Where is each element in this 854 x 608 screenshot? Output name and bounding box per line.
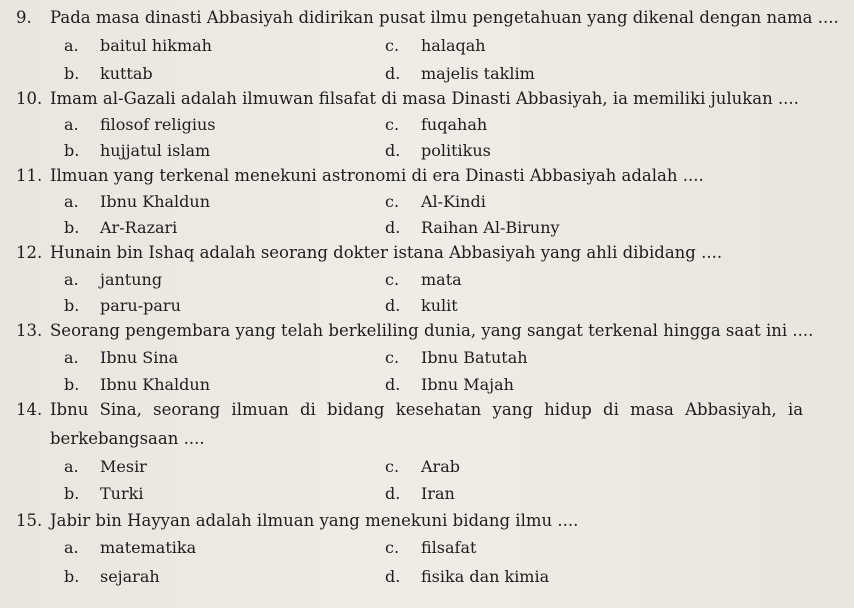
question-number: 10. bbox=[16, 89, 43, 108]
option-d[interactable]: d. Iran bbox=[385, 484, 455, 503]
option-a[interactable]: a. jantung bbox=[64, 270, 163, 289]
option-d[interactable]: d. Raihan Al-Biruny bbox=[385, 218, 560, 237]
option-b[interactable]: b. kuttab bbox=[64, 64, 153, 83]
question-stem bbox=[16, 165, 842, 187]
question-number: 13. bbox=[16, 321, 43, 340]
question-stem-continuation bbox=[50, 428, 842, 450]
question-text: Ilmuan yang terkenal menekuni astronomi di era Dinasti Abbasiyah adalah .... bbox=[50, 166, 704, 185]
question-stem bbox=[16, 399, 842, 421]
question-stem bbox=[16, 510, 842, 532]
question-stem bbox=[16, 7, 842, 29]
option-c[interactable]: c. filsafat bbox=[385, 538, 477, 557]
option-c[interactable]: c. mata bbox=[385, 270, 462, 289]
question-text: Ibnu Sina, seorang ilmuan di bidang kesehatan yang hidup di masa Abbasiyah, ia bbox=[50, 400, 804, 419]
option-c[interactable]: c. fuqahah bbox=[385, 115, 488, 134]
option-a[interactable]: a. baitul hikmah bbox=[64, 36, 212, 55]
question-text-continuation: berkebangsaan .... bbox=[50, 429, 205, 448]
question-stem bbox=[16, 320, 842, 342]
question-number: 11. bbox=[16, 166, 43, 185]
option-c[interactable]: c. Arab bbox=[385, 457, 460, 476]
question-text: Hunain bin Ishaq adalah seorang dokter istana Abbasiyah yang ahli dibidang .... bbox=[50, 243, 723, 262]
option-c[interactable]: c. halaqah bbox=[385, 36, 486, 55]
option-d[interactable]: d. politikus bbox=[385, 141, 491, 160]
question-text: Imam al-Gazali adalah ilmuwan filsafat di masa Dinasti Abbasiyah, ia memiliki julukan .... bbox=[50, 89, 799, 108]
option-d[interactable]: d. fisika dan kimia bbox=[385, 567, 550, 586]
option-a[interactable]: a. Mesir bbox=[64, 457, 147, 476]
question-number: 15. bbox=[16, 511, 43, 530]
option-b[interactable]: b. Ar-Razari bbox=[64, 218, 178, 237]
question-stem bbox=[16, 242, 842, 264]
option-a[interactable]: a. Ibnu Khaldun bbox=[64, 192, 211, 211]
option-b[interactable]: b. hujjatul islam bbox=[64, 141, 211, 160]
question-text: Jabir bin Hayyan adalah ilmuan yang menekuni bidang ilmu .... bbox=[50, 511, 579, 530]
question-number: 14. bbox=[16, 400, 43, 419]
question-stem bbox=[16, 88, 842, 110]
option-b[interactable]: b. paru-paru bbox=[64, 296, 181, 315]
question-text: Pada masa dinasti Abbasiyah didirikan pusat ilmu pengetahuan yang dikenal dengan nama .... bbox=[50, 8, 839, 27]
option-d[interactable]: d. Ibnu Majah bbox=[385, 375, 514, 394]
question-number: 12. bbox=[16, 243, 43, 262]
option-c[interactable]: c. Ibnu Batutah bbox=[385, 348, 528, 367]
option-a[interactable]: a. filosof religius bbox=[64, 115, 216, 134]
option-b[interactable]: b. Ibnu Khaldun bbox=[64, 375, 211, 394]
option-b[interactable]: b. sejarah bbox=[64, 567, 160, 586]
question-text: Seorang pengembara yang telah berkeliling dunia, yang sangat terkenal hingga saat ini .... bbox=[50, 321, 814, 340]
option-d[interactable]: d. majelis taklim bbox=[385, 64, 535, 83]
option-d[interactable]: d. kulit bbox=[385, 296, 458, 315]
question-number: 9. bbox=[16, 8, 32, 27]
option-b[interactable]: b. Turki bbox=[64, 484, 144, 503]
option-a[interactable]: a. Ibnu Sina bbox=[64, 348, 179, 367]
option-c[interactable]: c. Al-Kindi bbox=[385, 192, 486, 211]
option-a[interactable]: a. matematika bbox=[64, 538, 197, 557]
